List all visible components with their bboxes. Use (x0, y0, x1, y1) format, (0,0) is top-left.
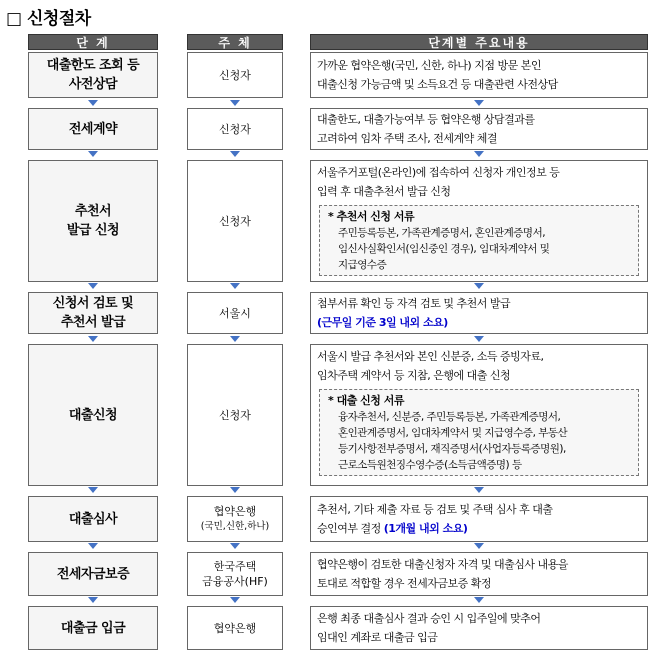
subject-cell (187, 160, 283, 282)
content-line: 서울시 발급 추천서와 본인 신분증, 소득 증빙자료, (317, 350, 544, 363)
subject-label: 서울시 (219, 306, 251, 320)
step-cell (28, 292, 158, 334)
down-arrow-icon (88, 151, 98, 157)
down-arrow-icon (474, 487, 484, 493)
down-arrow-icon (88, 283, 98, 289)
content-cell (310, 606, 648, 650)
content-line: 협약은행이 검토한 대출신청자 자격 및 대출심사 내용을 (317, 558, 568, 571)
content-cell (310, 552, 648, 596)
subject-label: (국민,신한,하나) (200, 521, 270, 532)
content-line: 승인여부 결정 (317, 522, 384, 535)
content-line: 가까운 협약은행(국민, 신한, 하나) 지점 방문 본인 (317, 59, 541, 72)
down-arrow-icon (474, 597, 484, 603)
subject-cell (187, 108, 283, 150)
content-cell (310, 108, 648, 150)
content-line: 임차주택 계약서 등 지참, 은행에 대출 신청 (317, 369, 511, 382)
step-cell (28, 496, 158, 542)
documents-line: 등기사항전부증명서, 재직증명서(사업자등록증명원), (338, 443, 566, 455)
down-arrow-icon (230, 283, 240, 289)
content-line: 대출한도, 대출가능여부 등 협약은행 상담결과를 (317, 113, 535, 126)
documents-line: 근로소득원천징수영수증(소득금액증명) 등 (338, 459, 522, 471)
step-label-line: 대출한도 조회 등 (46, 58, 140, 73)
step-cell (28, 108, 158, 150)
required-documents-box (319, 389, 639, 476)
step-cell (28, 344, 158, 486)
subject-cell (187, 344, 283, 486)
documents-title: * 대출 신청 서류 (328, 394, 404, 407)
subject-cell (187, 606, 283, 650)
subject-label: 신청자 (219, 68, 251, 82)
step-label-line: 신청서 검토 및 (52, 296, 134, 311)
documents-line: 주민등록등본, 가족관계증명서, 혼인관계증명서, (338, 227, 546, 239)
step-label-line: 사전상담 (68, 77, 118, 92)
down-arrow-icon (230, 336, 240, 342)
documents-title: * 추천서 신청 서류 (328, 210, 415, 223)
step-label-line: 대출신청 (68, 407, 118, 423)
content-line: 토대로 적합할 경우 전세자금보증 확정 (317, 577, 492, 590)
down-arrow-icon (474, 543, 484, 549)
duration-note: (근무일 기준 3일 내외 소요) (317, 316, 448, 329)
subject-label: 신청자 (219, 122, 251, 136)
header-subject: 주 체 (187, 34, 283, 50)
content-line: 서울주거포털(온라인)에 접속하여 신청자 개인정보 등 (317, 166, 560, 179)
down-arrow-icon (230, 151, 240, 157)
header-content: 단계별 주요내용 (310, 34, 648, 50)
down-arrow-icon (474, 100, 484, 106)
down-arrow-icon (230, 487, 240, 493)
down-arrow-icon (230, 543, 240, 549)
required-documents-box (319, 205, 639, 276)
content-cell (310, 344, 648, 486)
content-cell (310, 52, 648, 98)
subject-cell (187, 52, 283, 98)
content-line: 은행 최종 대출심사 결과 승인 시 입주일에 맞추어 (317, 612, 541, 625)
step-label-line: 발급 신청 (66, 223, 120, 238)
subject-label: 금융공사(HF) (202, 575, 268, 588)
subject-label: 한국주택 (213, 560, 257, 573)
subject-cell (187, 552, 283, 596)
down-arrow-icon (474, 336, 484, 342)
section-title: □ 신청절차 (6, 9, 91, 29)
header-step: 단 계 (28, 34, 158, 50)
documents-line: 혼인관계증명서, 임대차계약서 및 지급영수증, 부동산 (338, 427, 568, 439)
down-arrow-icon (88, 597, 98, 603)
down-arrow-icon (88, 100, 98, 106)
content-cell (310, 160, 648, 282)
content-cell (310, 292, 648, 334)
step-label-line: 전세계약 (68, 121, 118, 137)
step-label-line: 대출금 입금 (60, 620, 126, 636)
subject-label: 신청자 (219, 408, 251, 422)
duration-note: (1개월 내외 소요) (383, 522, 468, 535)
down-arrow-icon (474, 151, 484, 157)
step-label-line: 추천서 발급 (60, 315, 126, 330)
subject-cell (187, 496, 283, 542)
down-arrow-icon (88, 336, 98, 342)
step-cell (28, 160, 158, 282)
down-arrow-icon (474, 283, 484, 289)
content-line: 고려하여 임차 주택 조사, 전세계약 체결 (317, 132, 497, 145)
down-arrow-icon (230, 100, 240, 106)
down-arrow-icon (230, 597, 240, 603)
content-line: 임대인 계좌로 대출금 입금 (317, 631, 438, 644)
subject-label: 협약은행 (213, 505, 257, 518)
step-label-line: 대출심사 (68, 511, 118, 527)
documents-line: 지급영수증 (338, 259, 387, 271)
step-cell (28, 606, 158, 650)
content-line: 대출신청 가능금액 및 소득요건 등 대출관련 사전상담 (317, 78, 558, 91)
content-line: 입력 후 대출추천서 발급 신청 (317, 185, 451, 198)
documents-line: 융자추천서, 신분증, 주민등록등본, 가족관계증명서, (338, 411, 561, 423)
subject-label: 신청자 (219, 214, 251, 228)
documents-line: 임신사실확인서(임신중인 경우), 임대차계약서 및 (338, 243, 550, 255)
down-arrow-icon (88, 487, 98, 493)
step-cell (28, 552, 158, 596)
down-arrow-icon (88, 543, 98, 549)
content-line: 첨부서류 확인 등 자격 검토 및 추천서 발급 (317, 297, 511, 310)
step-label-line: 전세자금보증 (56, 566, 130, 582)
content-line: 추천서, 기타 제출 자료 등 검토 및 주택 심사 후 대출 (317, 503, 553, 516)
step-label-line: 추천서 (74, 204, 112, 219)
content-cell (310, 496, 648, 542)
step-cell (28, 52, 158, 98)
subject-label: 협약은행 (213, 621, 257, 635)
subject-cell (187, 292, 283, 334)
